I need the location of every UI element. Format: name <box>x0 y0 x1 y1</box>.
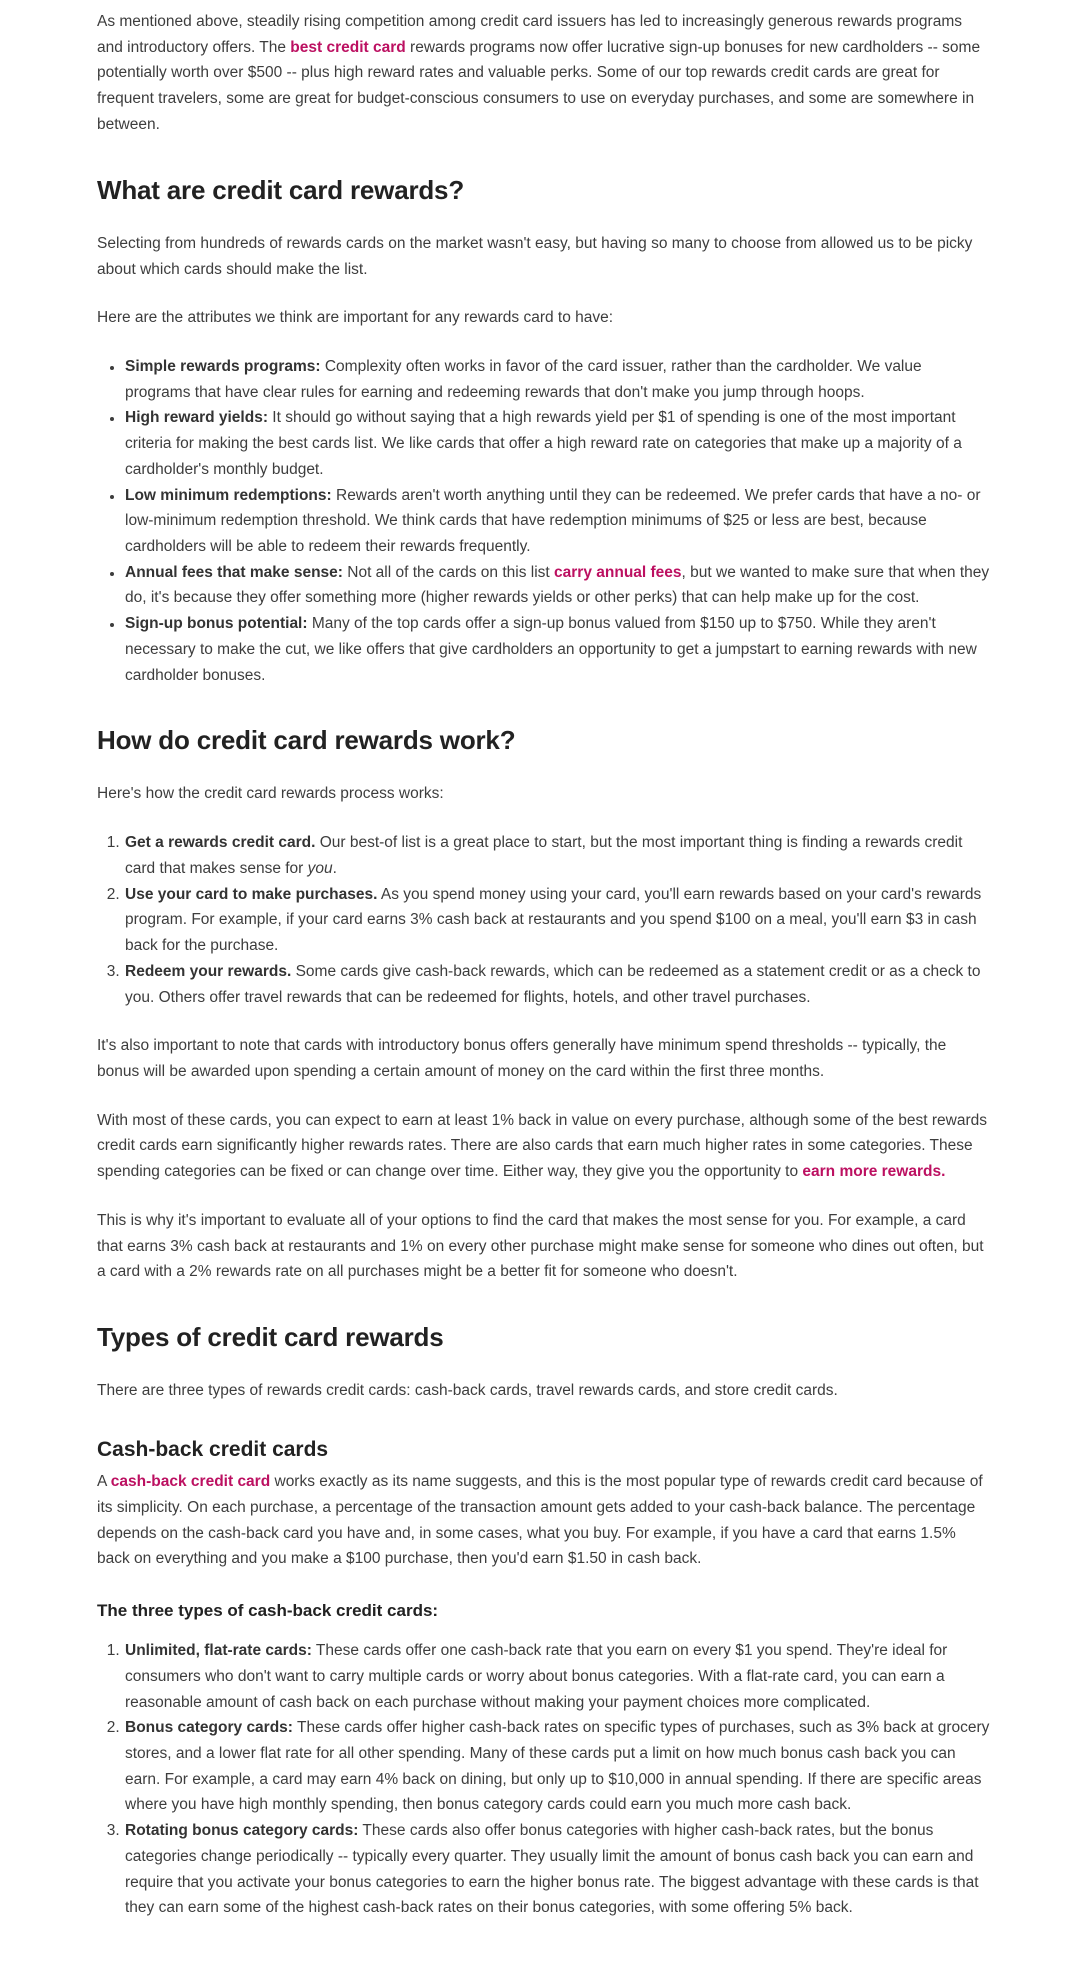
step-lead: Get a rewards credit card. <box>125 834 316 852</box>
emphasized-word: you <box>307 859 333 877</box>
list-item-sign-up-bonus-potential <box>124 611 990 688</box>
cash-back-credit-card-link[interactable]: cash-back credit card <box>110 1473 271 1491</box>
type-rotating-bonus-category-cards <box>124 1818 990 1921</box>
bullet-text: Not all of the cards on this list <box>342 563 555 581</box>
type-text: These cards also offer bonus categories with higher cash-back rates, but the bonus categories change periodically -- typically every quarter. They usually limit the amount of bonus cash back you can earn and require that you activate your bonus categories to earn the higher bonus rate. The biggest advantage with these cards is that they can earn some of the highest cash-back rates on their bonus categories, with some offering 5% back. <box>125 1822 979 1917</box>
heading-three-types-of-cash-back-cards: The three types of cash-back credit cards: <box>97 1601 439 1620</box>
intro-text-post: rewards programs now offer lucrative sign-up bonuses for new cardholders -- some potentially worth over $500 -- plus high reward rates and valuable perks. Some of our top rewards credit cards are great for frequent travelers, some are great for budget-conscious consumers to use on everyday purchases, and some are somewhere in between. <box>97 38 981 133</box>
step-text: Our best-of list is a great place to start, but the most important thing is finding a rewards credit card that makes sense for <box>125 834 963 877</box>
step-lead: Redeem your rewards. <box>125 962 292 980</box>
bullet-lead: High reward yields: <box>125 409 268 427</box>
heading-what-are-credit-card-rewards: What are credit card rewards? <box>97 174 464 205</box>
carry-annual-fees-link[interactable]: carry annual fees <box>554 563 682 581</box>
type-text: These cards offer one cash-back rate that you earn on every $1 you spend. They're ideal for consumers who don't want to carry multiple cards or worry about bonus categories. With a flat-rate card, you can earn a reasonable amount of cash back on each purchase without making your payment choices more complicated. <box>125 1642 948 1711</box>
bullet-text: It should go without saying that a high rewards yield per $1 of spending is one of the most important criteria for making the best cards list. We like cards that offer a high reward rate on categories that make up a majority of a cardholder's monthly budget. <box>125 409 962 478</box>
cash-back-text-pre: A <box>97 1473 111 1491</box>
intro-paragraph <box>97 9 990 138</box>
bullet-lead: Low minimum redemptions: <box>125 486 332 504</box>
step-text: As you spend money using your card, you'll earn rewards based on your card's rewards program. For example, if your card earns 3% cash back at restaurants and you spend $100 on a meal, you'll earn $3 in cash back for the purchase. <box>125 885 982 955</box>
how-paragraph-3-text: With most of these cards, you can expect to earn at least 1% back in value on every purchase, although some of the best rewards credit cards earn significantly higher rewards rates. There are also cards that earn much higher rates in some categories. These spending categories can be fixed or can change over time. Either way, they give you the opportunity to <box>97 1111 988 1181</box>
how-paragraph-3 <box>97 1108 990 1185</box>
cash-back-paragraph <box>97 1469 990 1572</box>
bullet-text: Complexity often works in favor of the card issuer, rather than the cardholder. We value programs that have clear rules for earning and redeeming rewards that don't make you jump through hoops. <box>125 357 922 401</box>
how-paragraph-1: Here's how the credit card rewards process works: <box>97 785 444 803</box>
step-lead: Use your card to make purchases. <box>125 885 378 903</box>
list-item-low-minimum-redemptions <box>124 483 990 560</box>
heading-types-of-rewards: Types of credit card rewards <box>97 1321 444 1352</box>
heading-cash-back-credit-cards: Cash-back credit cards <box>97 1437 329 1461</box>
type-text: These cards offer higher cash-back rates on specific types of purchases, such as 3% back at grocery stores, and a lower flat rate for all other spending. Many of these cards put a limit on how much bonus cash back you can earn. For example, a card may earn 4% back on dining, but only up to $10,000 in annual spending. If there are specific areas where you have high monthly spending, then bonus category cards could earn you much more cash back. <box>125 1719 990 1814</box>
step-text: Some cards give cash-back rewards, which can be redeemed as a statement credit or as a check to you. Others offer travel rewards that can be redeemed for flights, hotels, and other travel purchases. <box>125 962 981 1006</box>
list-item-simple-rewards-programs <box>124 354 990 405</box>
bullet-lead: Sign-up bonus potential: <box>125 615 308 633</box>
type-lead: Bonus category cards: <box>125 1719 293 1737</box>
list-item-annual-fees <box>124 560 990 611</box>
heading-how-do-rewards-work: How do credit card rewards work? <box>97 725 516 756</box>
earn-more-rewards-link[interactable]: earn more rewards. <box>802 1163 946 1181</box>
cash-back-card-types-list <box>97 1638 990 1921</box>
reward-card-attributes-list <box>97 354 990 688</box>
bullet-text: , but we wanted to make sure that when they do, it's because they offer something more (higher rewards yields or other perks) that can help make up for the cost. <box>125 563 990 607</box>
step-text: . <box>332 859 337 877</box>
type-lead: Unlimited, flat-rate cards: <box>125 1642 312 1660</box>
intro-text-pre: As mentioned above, steadily rising competition among credit card issuers has led to increasingly generous rewards programs and introductory offers. The <box>97 13 962 56</box>
step-get-a-rewards-credit-card <box>124 830 990 881</box>
type-unlimited-flat-rate-cards <box>124 1638 990 1715</box>
how-paragraph-4: This is why it's important to evaluate all of your options to find the card that makes the most sense for you. For example, a card that earns 3% cash back at restaurants and 1% on every other purchase might make sense for someone who dines out often, but a card with a 2% rewards rate on all purchases might be a better fit for someone who doesn't. <box>97 1211 984 1281</box>
rewards-process-steps-list <box>97 830 990 1010</box>
best-credit-card-link[interactable]: best credit card <box>290 38 406 56</box>
bullet-text: Rewards aren't worth anything until they can be redeemed. We prefer cards that have a no- or low-minimum redemption threshold. We think cards that have redemption minimums of $25 or less are best, because cardholders will be able to redeem their rewards frequently. <box>125 486 981 555</box>
step-redeem-your-rewards <box>124 959 990 1010</box>
type-bonus-category-cards <box>124 1715 990 1818</box>
what-paragraph-2: Here are the attributes we think are important for any rewards card to have: <box>97 309 614 327</box>
how-paragraph-2: It's also important to note that cards with introductory bonus offers generally have minimum spend thresholds -- typically, the bonus will be awarded upon spending a certain amount of money on the card within the first three months. <box>97 1037 947 1080</box>
what-paragraph-1: Selecting from hundreds of rewards cards on the market wasn't easy, but having so many to choose from allowed us to be picky about which cards should make the list. <box>97 234 973 278</box>
cash-back-text-post: works exactly as its name suggests, and this is the most popular type of rewards credit card because of its simplicity. On each purchase, a percentage of the transaction amount gets added to your cash-back balance. The percentage depends on the cash-back card you have and, in some cases, what you buy. For example, if you have a card that earns 1.5% back on everything and you make a $100 purchase, then you'd earn $1.50 in cash back. <box>97 1473 983 1568</box>
bullet-lead: Annual fees that make sense: <box>125 563 343 581</box>
bullet-text: Many of the top cards offer a sign-up bonus valued from $150 up to $750. While they aren't necessary to make the cut, we like offers that give cardholders an opportunity to get a jumpstart to earning rewards with new cardholder bonuses. <box>125 615 977 684</box>
bullet-lead: Simple rewards programs: <box>125 357 321 375</box>
types-paragraph-1: There are three types of rewards credit cards: cash-back cards, travel rewards cards, and store credit cards. <box>97 1382 838 1400</box>
type-lead: Rotating bonus category cards: <box>125 1822 359 1840</box>
list-item-high-reward-yields <box>124 405 990 482</box>
step-use-your-card <box>124 882 990 959</box>
